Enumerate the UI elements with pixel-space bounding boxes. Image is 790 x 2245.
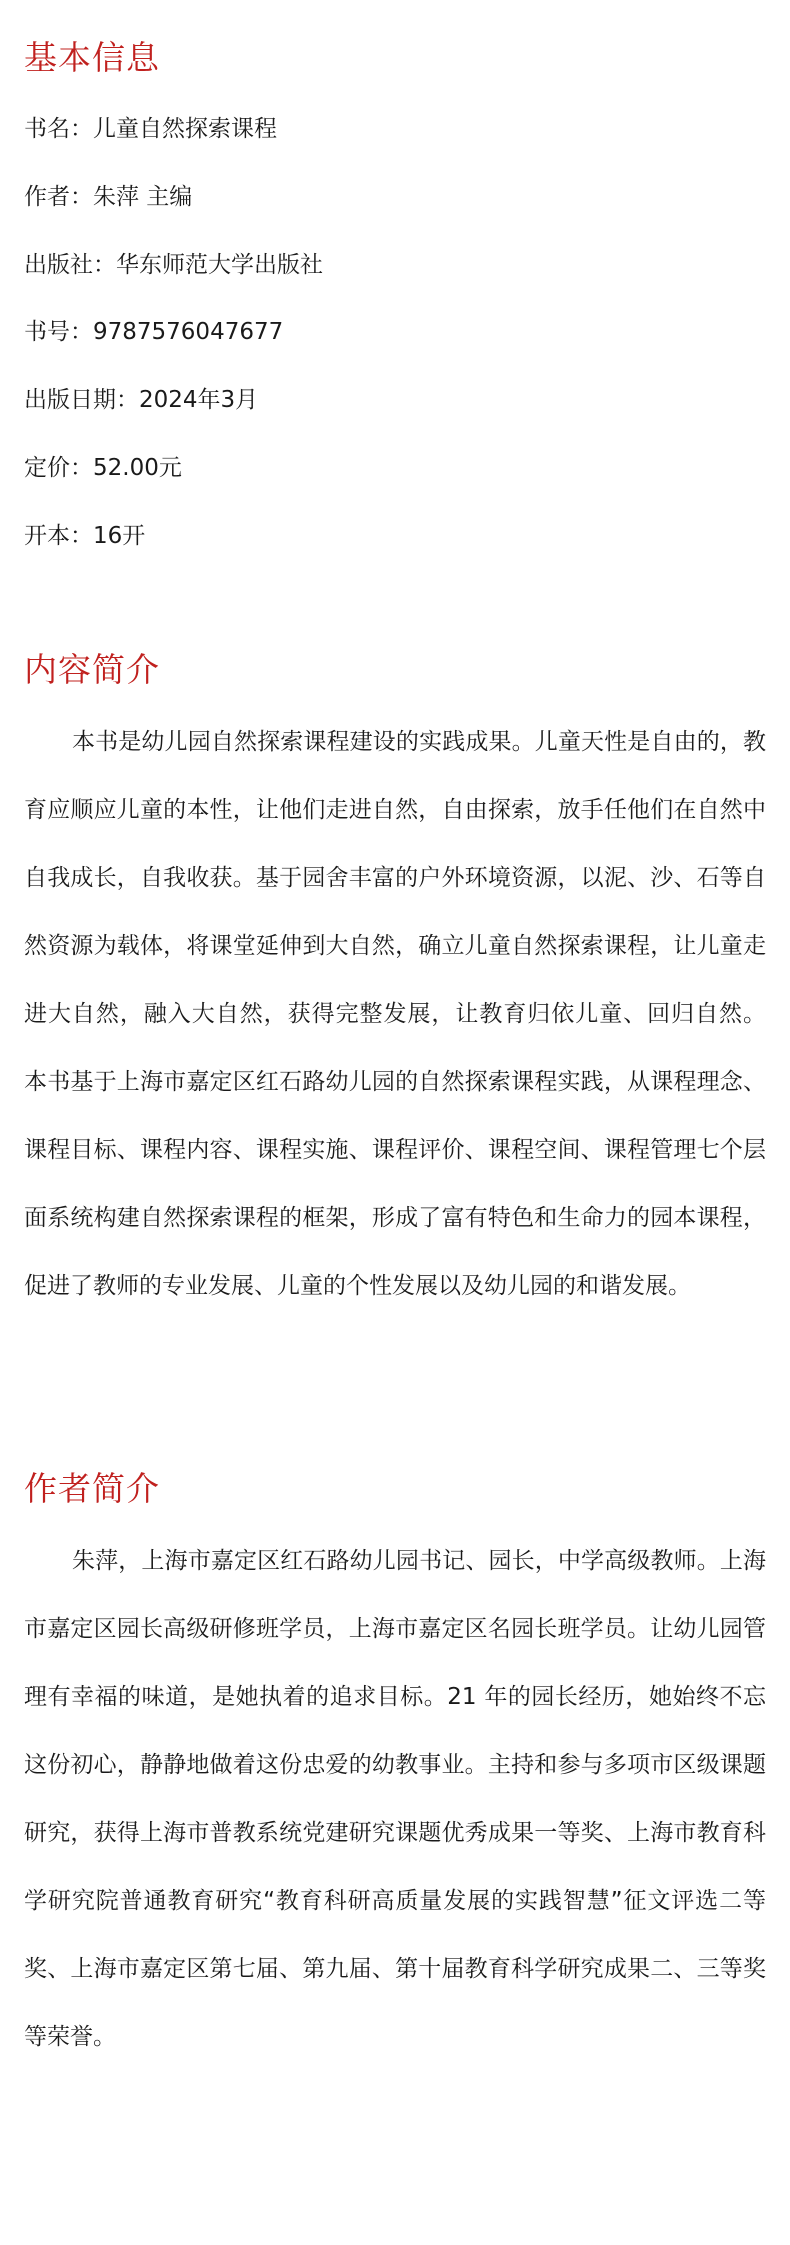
- author-intro-title: 作者简介: [24, 1469, 160, 1508]
- content-intro-text: 本书是幼儿园自然探索课程建设的实践成果。儿童天性是自由的，教育应顺应儿童的本性，让他们走进自然，自由探索，放手任他们在自然中自我成长，自我收获。基于园舍丰富的户外环境资源，以泥、沙、石等自然资源为载体，将课堂延伸到大自然，确立儿童自然探索课程，让儿童走进大自然，融入大自然，获得完整发展，让教育归依儿童、回归自然。 本书基于上海市嘉定区红石路幼儿园的自然探索课程实践，从课程理念、课程目标、课程内容、课程实施、课程评价、课程空间、课程管理七个层面系统构建自然探索课程的框架，形成了富有特色和生命力的园本课程，促进了教师的专业发展、儿童的个性发展以及幼儿园的和谐发展。: [24, 729, 766, 1299]
- content-intro-title: 内容简介: [24, 650, 160, 689]
- info-format: 开本：16开: [24, 523, 146, 549]
- author-intro-text: 朱萍，上海市嘉定区红石路幼儿园书记、园长，中学高级教师。上海市嘉定区园长高级研修班学员，上海市嘉定区名园长班学员。让幼儿园管理有幸福的味道，是她执着的追求目标。21 年的园长经历，她始终不忘这份初心，静静地做着这份忠爱的幼教事业。主持和参与多项市区级课题研究，获得上海市普教系统党建研究课题优秀成果一等奖、上海市教育科学研究院普通教育研究“教育科研高质量发展的实践智慧”征文评选二等奖、上海市嘉定区第七届、第九届、第十届教育科学研究成果二、三等奖等荣誉。: [24, 1548, 766, 2050]
- info-price: 定价：52.00元: [24, 455, 182, 481]
- info-publish-date: 出版日期：2024年3月: [24, 387, 259, 413]
- info-isbn: 书号：9787576047677: [24, 319, 284, 345]
- info-book-name: 书名：儿童自然探索课程: [24, 116, 277, 142]
- info-publisher: 出版社：华东师范大学出版社: [24, 252, 323, 278]
- basic-info-title: 基本信息: [24, 38, 160, 77]
- info-author: 作者：朱萍 主编: [24, 184, 193, 210]
